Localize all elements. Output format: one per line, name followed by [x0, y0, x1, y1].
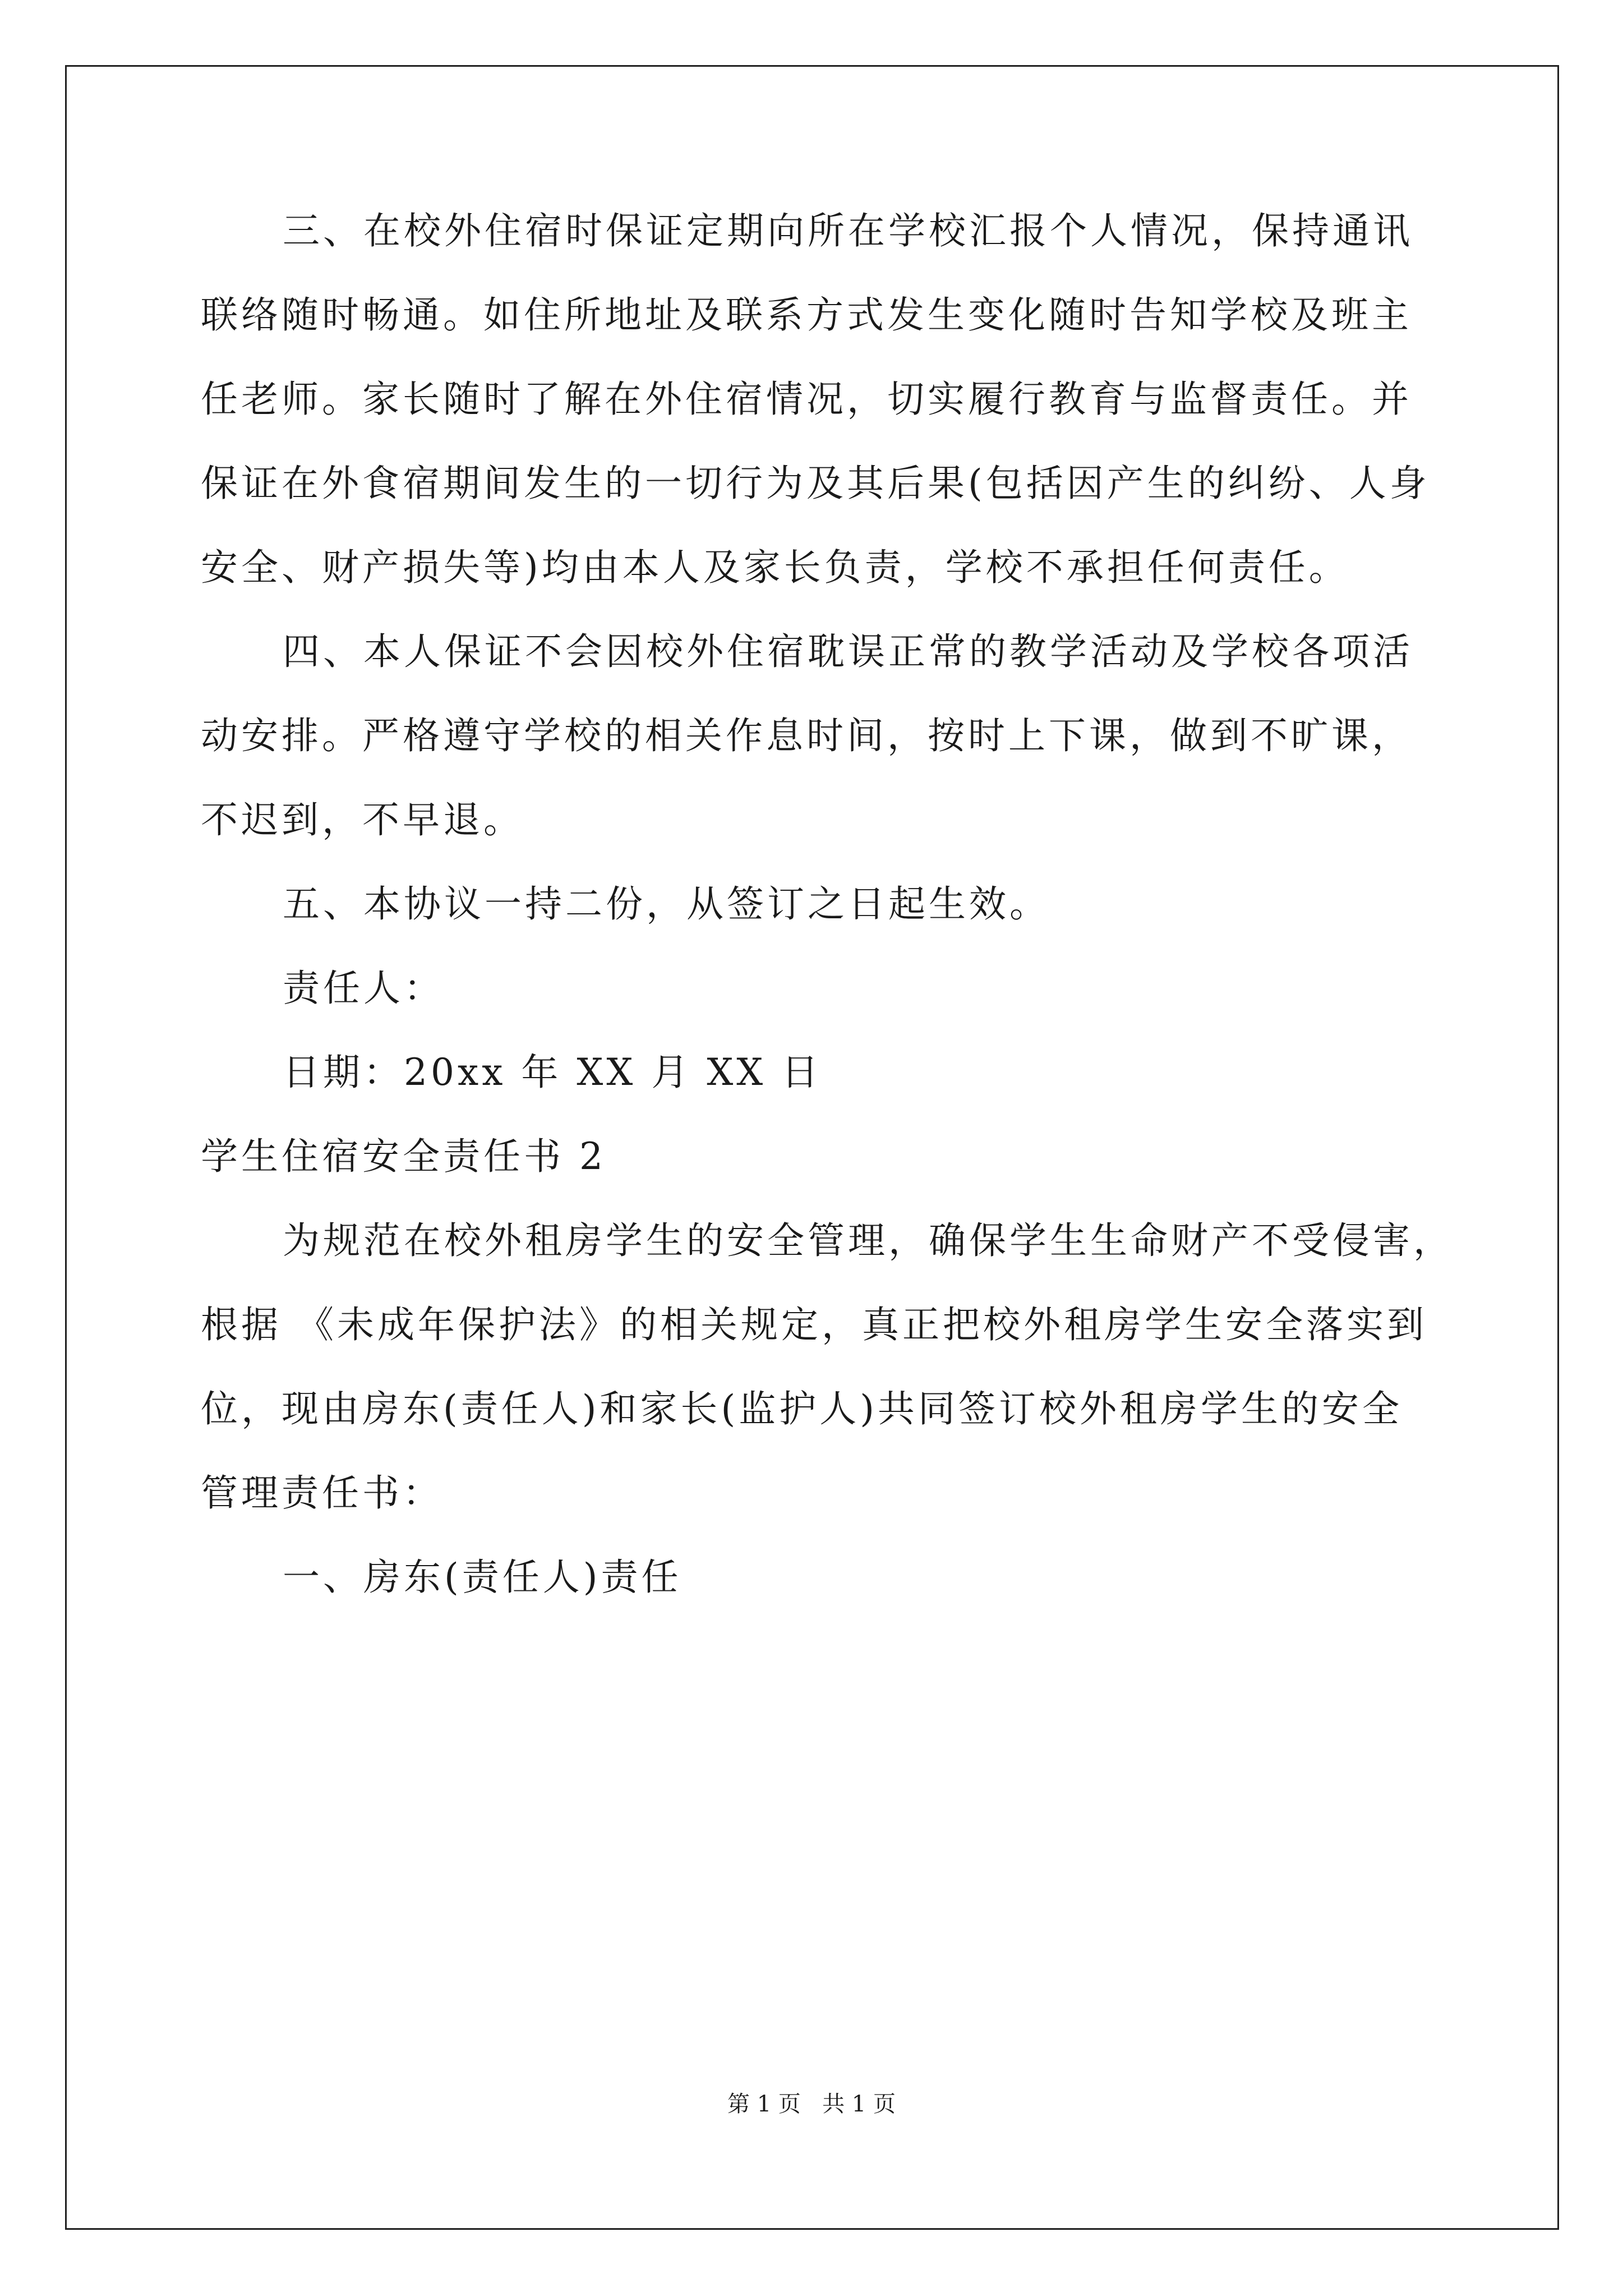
paragraph-line: 五、本协议一持二份，从签订之日起生效。 — [283, 882, 1050, 926]
paragraph-line: 安全、财产损失等)均由本人及家长负责，学校不承担任何责任。 — [201, 546, 1349, 589]
date-line: 日期：20xx 年 XX 月 XX 日 — [283, 1051, 822, 1094]
paragraph-line: 任老师。家长随时了解在外住宿情况，切实履行教育与监督责任。并 — [201, 378, 1412, 421]
paragraph-line: 为规范在校外租房学生的安全管理，确保学生生命财产不受侵害， — [283, 1219, 1454, 1262]
clause-heading: 一、房东(责任人)责任 — [283, 1556, 682, 1599]
section-title: 学生住宿安全责任书 2 — [201, 1135, 606, 1178]
paragraph-line: 动安排。严格遵守学校的相关作息时间，按时上下课，做到不旷课， — [201, 714, 1412, 757]
paragraph-line: 四、本人保证不会因校外住宿耽误正常的教学活动及学校各项活 — [283, 630, 1413, 673]
paragraph-line: 不迟到，不早退。 — [201, 798, 524, 841]
page-number: 第 1 页 共 1 页 — [727, 2091, 896, 2117]
paragraph-line: 联络随时畅通。如住所地址及联系方式发生变化随时告知学校及班主 — [201, 293, 1412, 337]
paragraph-line: 保证在外食宿期间发生的一切行为及其后果(包括因产生的纠纷、人身 — [201, 462, 1430, 505]
paragraph-line: 根据 《未成年保护法》的相关规定，真正把校外租房学生安全落实到 — [201, 1303, 1427, 1346]
signature-label: 责任人： — [283, 967, 444, 1010]
paragraph-line: 三、在校外住宿时保证定期向所在学校汇报个人情况，保持通讯 — [283, 209, 1413, 252]
paragraph-line: 位，现由房东(责任人)和家长(监护人)共同签订校外租房学生的安全 — [201, 1387, 1403, 1430]
paragraph-line: 管理责任书： — [201, 1471, 443, 1515]
